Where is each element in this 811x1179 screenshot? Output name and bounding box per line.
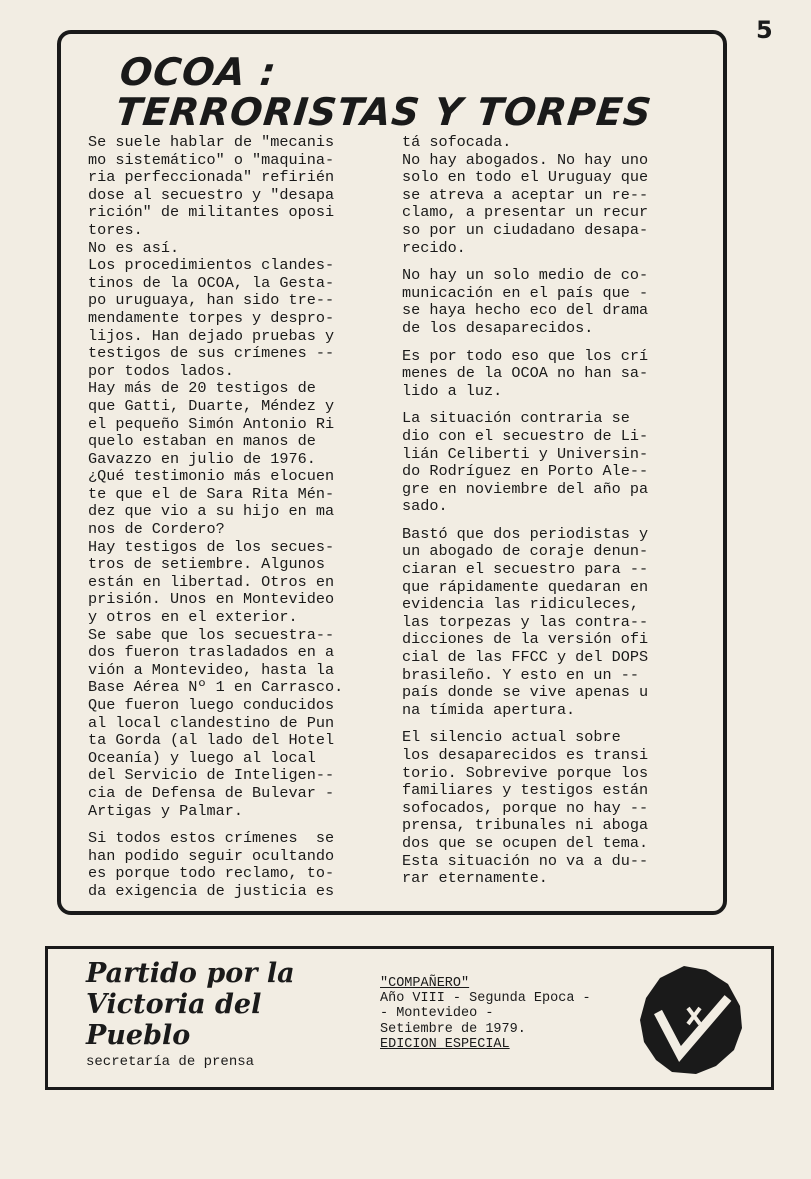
paragraph: Bastó que dos periodistas y un abogado de coraje denun- ciaran el secuestro para -- que rápidamente quedaran en evidencia las ridiculeces, las torpezas y las contra-- dicciones de la versión ofi cial de las FFCC y del DOPS brasileño. Y esto en un -- país donde se vive apenas u na tímida apertura. [402, 524, 649, 719]
paragraph: Se sabe que los secuestra-- dos fueron trasladados en a vión a Montevideo, hasta la Base Aérea Nº 1 en Carrasco. [88, 625, 344, 697]
pvp-logo-icon [636, 962, 746, 1078]
publication-line: Año VIII - Segunda Epoca - [380, 991, 591, 1007]
paragraph: tá sofocada. No hay abogados. No hay uno solo en todo el Uruguay que se atreva a aceptar un re-- clamo, a presentar un recur so por un ciudadano desapa- recido. [402, 133, 649, 257]
publication-title: "COMPAÑERO" [380, 976, 470, 991]
paragraph: No hay un solo medio de co- municación en el país que - se haya hecho eco del drama de los desaparecidos. [402, 266, 649, 337]
publication-info [380, 976, 591, 1052]
edition-label: EDICION ESPECIAL [380, 1036, 510, 1052]
page-number: 5 [756, 16, 773, 44]
article-headline [114, 52, 658, 132]
paragraph: Es por todo eso que los crí menes de la OCOA no han sa- lido a luz. [402, 346, 649, 400]
paragraph: ¿Qué testimonio más elocuen te que el de Sara Rita Mén- dez que vio a su hijo en ma nos de Cordero? [88, 467, 335, 539]
paragraph: Que fueron luego conducidos al local clandestino de Pun ta Gorda (al lado del Hotel Oceanía) y luego al local del Servicio de Inteligen-- cia de Defensa de Bulevar - Artigas y Palmar. [88, 696, 335, 820]
paragraph: Los procedimientos clandes- tinos de la OCOA, la Gesta- po uruguaya, han sido tre-- mendamente torpes y despro- lijos. Han dejado pruebas y testigos de sus crímenes -- por todos lados. [88, 256, 335, 380]
party-name-line: Pueblo [86, 1020, 191, 1051]
headline-line-2: TERRORISTAS Y TORPES [113, 90, 655, 134]
headline-line-1: OCOA : [117, 50, 279, 94]
paragraph: Hay más de 20 testigos de que Gatti, Duarte, Méndez y el pequeño Simón Antonio Ri quelo estaban en manos de Gavazzo en julio de 1976. [88, 379, 335, 468]
publication-line: Setiembre de 1979. [380, 1021, 526, 1037]
paragraph: Se suele hablar de "mecanis mo sistemático" o "maquina- ria perfeccionada" refirién dose al secuestro y "desapa rición" de militantes oposi tores. [88, 133, 335, 239]
paragraph: El silencio actual sobre los desaparecidos es transi torio. Sobrevive porque los familiares y testigos están sofocados, porque no hay -- prensa, tribunales ni aboga dos que se ocupen del tema. Esta situación no va a du-- rar eternamente. [402, 728, 649, 888]
left-column [88, 134, 388, 901]
secretaria-label: secretaría de prensa [86, 1054, 255, 1070]
paragraph: La situación contraria se dio con el secuestro de Li- lián Celiberti y Universin- do Rodríguez en Porto Ale-- gre en noviembre del año pa sado. [402, 409, 649, 516]
paragraph: Hay testigos de los secues- tros de setiembre. Algunos están en libertad. Otros en prisión. Unos en Montevideo y otros en el exterior. [88, 537, 335, 627]
paragraph: No es así. [88, 238, 180, 257]
publication-line: - Montevideo - [380, 1006, 494, 1022]
party-name [86, 958, 295, 1051]
party-name-line: Victoria del [86, 989, 262, 1020]
paragraph: Si todos estos crímenes se han podido seguir ocultando es porque todo reclamo, to- da exigencia de justicia es [88, 829, 335, 900]
party-name-line: Partido por la [86, 958, 295, 989]
right-column [402, 134, 702, 888]
